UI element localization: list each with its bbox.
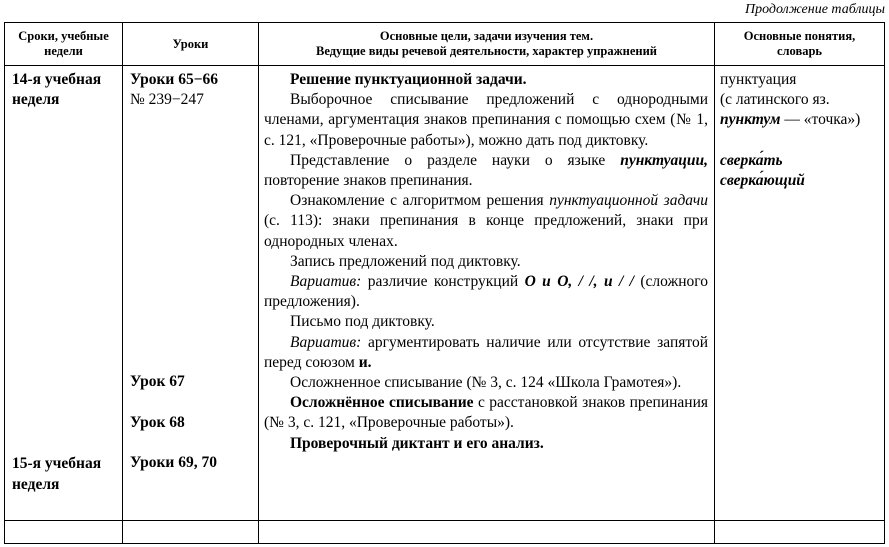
lesson-65-66: Уроки 65−66 (130, 71, 219, 88)
vocab-latin-origin: (с латинского яз. (720, 91, 830, 109)
vocab-punctum (720, 110, 880, 130)
goal-complicated-copy: Осложненное списывание (№ 3, с. 124 «Школа Грамотея»). (290, 374, 682, 392)
week-15: 15-я учебная неделя (12, 455, 102, 493)
text-run: — «точка») (780, 111, 861, 129)
week-14: 14-я учебная неделя (12, 71, 102, 109)
empty-cell (5, 521, 123, 544)
goal-letter-dictation: Письмо под диктовку. (290, 313, 435, 331)
variative-label: Вариатив: (290, 333, 362, 351)
goal-variative-constructions (264, 272, 708, 312)
vocab-punctum-word: пунктум (720, 111, 781, 129)
lessons-cell (123, 66, 259, 521)
goal-test-dictation: Проверочный диктант и его анализ. (290, 434, 544, 452)
empty-cell (123, 521, 259, 544)
curriculum-table (4, 22, 885, 544)
lesson-69-70: Уроки 69, 70 (130, 453, 217, 471)
goal-dictation: Запись предложений под диктовку. (290, 252, 521, 270)
vocab-sverkat: сверка́ть (720, 151, 783, 169)
lesson-68: Урок 68 (130, 413, 185, 431)
goal-variative-comma (264, 333, 708, 373)
vocab-punctuation: пунктуация (720, 71, 797, 88)
empty-cell (715, 521, 885, 544)
vocab-sverkayushchiy: сверка́ющий (720, 171, 805, 189)
empty-cell (259, 521, 715, 544)
text-run: аргументировать наличие или отсутствие запятой перед союзом (264, 333, 708, 371)
table-row-empty (5, 521, 885, 544)
header-goals-line2: Ведущие виды речевой деятельности, характер упражнений (315, 44, 658, 58)
variative-label: Вариатив: (290, 273, 362, 291)
header-goals-line1: Основные цели, задачи изучения тем. (379, 29, 594, 43)
text-run: Представление о разделе науки о языке (290, 151, 621, 169)
goal-selective-copy: Выборочное списывание предложений с однородными членами, аргументация знаков препинания с помощью схем (№ 1, с. 121, «Проверочные работы»), можно дать под диктовку. (264, 91, 708, 149)
text-run: с расстановкой знаков препинания (№ 3, с. 121, «Проверочные работы»). (264, 394, 709, 432)
header-weeks-text: Сроки, учебные недели (18, 29, 109, 58)
goal-algorithm (264, 191, 708, 252)
table-caption: Продолжение таблицы (744, 2, 885, 17)
header-row (5, 23, 885, 66)
header-weeks (5, 23, 123, 66)
text-run: (сложного предложения). (264, 273, 708, 311)
term-complicated-copy: Осложнённое списывание (290, 394, 474, 412)
goal-punctuation-intro (264, 151, 708, 191)
text-run: повторение знаков препинания. (264, 172, 473, 190)
goals-cell (259, 66, 715, 521)
header-vocab-text: Основные понятия, словарь (743, 29, 856, 58)
term-punctuation-task: пунктуационной задачи (549, 192, 708, 210)
text-run: различие конструкций (361, 273, 525, 291)
goal-punctuation-task: Решение пунктуационной задачи. (290, 71, 527, 88)
table-row (5, 66, 885, 521)
header-lessons: Уроки (123, 23, 259, 66)
vocab-cell (715, 66, 885, 521)
lesson-67: Урок 67 (130, 373, 185, 391)
header-vocab (715, 23, 885, 66)
header-goals (259, 23, 715, 66)
term-punctuation: пунктуации, (620, 151, 708, 169)
construction-schema: О и О, / /, и / / (524, 273, 634, 291)
text-run: Ознакомление с алгоритмом решения (290, 192, 550, 210)
text-run: (с. 113): знаки препинания в конце предложений, знаки при однородных членах. (264, 212, 708, 250)
weeks-cell (5, 66, 123, 521)
lesson-65-66-exercises: № 239−247 (130, 91, 204, 109)
goal-complicated-copy-punct (264, 393, 708, 433)
conjunction-i: и. (358, 353, 372, 371)
